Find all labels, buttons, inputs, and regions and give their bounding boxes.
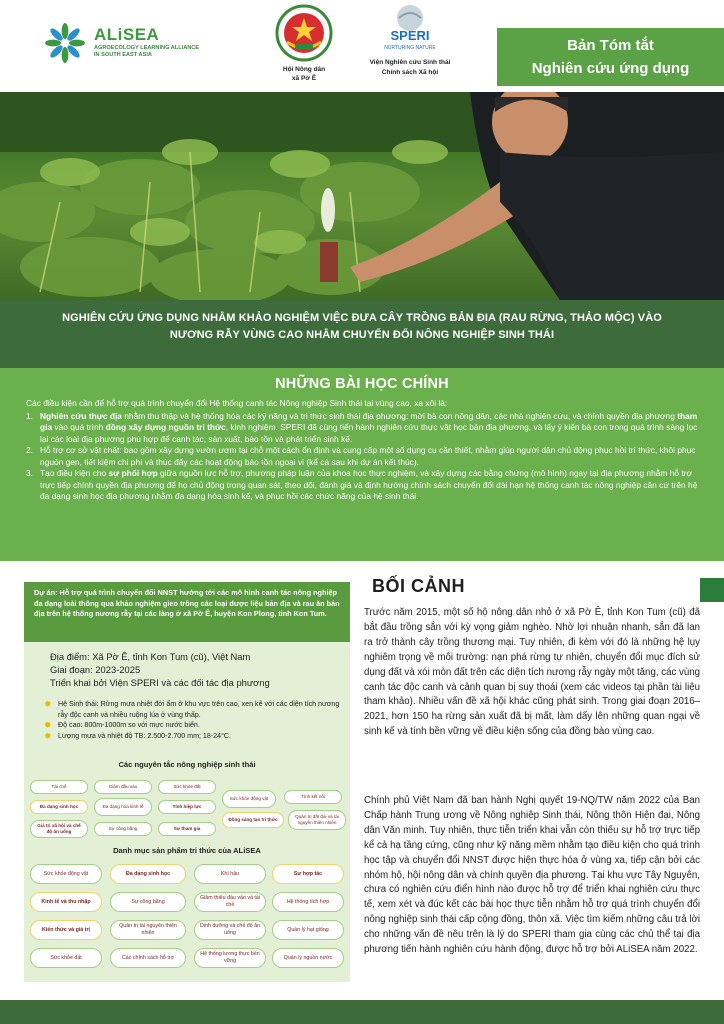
altitude-text: Độ cao: 800m-1000m so với mực nước biển. xyxy=(58,721,200,729)
project-info-panel xyxy=(24,582,350,982)
lesson-text: giữa nguồn lực hỗ trợ, phương pháp luận của khoa học thực nghiệm, và xây dựng các bằng chứng (mô hình) ngay tại địa phương nhằm hỗ trợ trực tiếp chính quyền địa phương để họ chủ động trong quan sát, theo dõi, đánh giá và định hướng chính sách chuyển đổi dài hạn hệ thống canh tác nông nghiệp căn cứ trên hệ đa dạng sinh học địa phương nhằm đa dạng hóa sinh kế, và phục hồi các chức năng của hệ sinh thái. xyxy=(40,468,698,501)
principle-chip: Sức khỏe động vật xyxy=(222,790,276,808)
product-chip: Đa dạng sinh học xyxy=(110,864,186,884)
field-plants-illustration xyxy=(0,92,724,300)
principle-chip: Quản trị đất đai và tài nguyên thiên nhiên xyxy=(288,810,346,830)
lesson-number: 1. xyxy=(26,410,33,421)
principle-chip: Tái chế xyxy=(30,780,88,794)
lesson-number: 2. xyxy=(26,445,33,455)
product-chip: Quản trị tài nguyên thiên nhiên xyxy=(110,920,186,940)
key-lessons-title: NHỮNG BÀI HỌC CHÍNH xyxy=(275,376,449,392)
principle-chip: Giá trị xã hội và chế độ ăn uống xyxy=(30,820,88,838)
principle-chip: Tính kết nối xyxy=(284,790,342,804)
speri-emblem-icon xyxy=(377,2,443,54)
principle-chip: Giảm đầu vào xyxy=(94,780,152,794)
product-chip: Sự hợp tác xyxy=(272,864,344,884)
sun-icon: ✹ xyxy=(44,699,52,709)
project-implementer: Triển khai bởi Viện SPERI và các đối tác địa phương xyxy=(50,677,270,688)
project-location: Địa điểm: Xã Pờ Ê, tỉnh Kon Tum (cũ), Việt Nam xyxy=(50,651,251,662)
project-period: Giai đoạn: 2023-2025 xyxy=(50,664,141,675)
principle-chip: Đồng sáng tạo tri thức xyxy=(222,812,284,828)
speri-logo[interactable] xyxy=(360,2,460,90)
lesson-bold: Nghiên cứu thực địa xyxy=(40,410,122,421)
rainfall-text: Lượng mưa và nhiệt độ TB: 2.500-2.700 mm; 18-24°C. xyxy=(58,731,232,740)
background-title: BỐI CẢNH xyxy=(372,576,465,596)
key-lessons-intro: Các điều kiện cần để hỗ trợ quá trình chuyển đổi Hệ thống canh tác Nông nghiệp Sinh thái tại vùng cao, xa xôi là: xyxy=(26,398,448,408)
rainfall-fact xyxy=(44,731,344,742)
lesson-item xyxy=(26,445,698,468)
product-chip: Hệ thống tích hợp xyxy=(272,892,344,912)
ecosystem-fact xyxy=(44,699,344,720)
product-chip: Dinh dưỡng và chế độ ăn uống xyxy=(194,920,266,940)
badge-line-2: Nghiên cứu ứng dụng xyxy=(531,60,690,77)
farmers-union-logo[interactable] xyxy=(266,2,342,90)
product-chip: Giảm thiểu đầu vào và tái chế xyxy=(194,892,266,912)
lesson-text: Tạo điều kiện cho xyxy=(40,468,109,478)
farmers-union-emblem-icon xyxy=(275,4,333,62)
background-paragraph-2: Chính phủ Việt Nam đã ban hành Nghị quyết 19-NQ/TW năm 2022 của Ban Chấp hành Trung ương về Nông nghiệp Sinh thái, Nông thôn Hiện đại, Nông dân Văn minh. Tuy nhiên, thực tiễn triển khai vẫn còn thiếu sự hỗ trợ trực tiếp kể cả hạ tầng cứng, cũng như kỹ năng mềm nhằm tạo điều kiện cho quá trình học tập và chuyển đổi NNST được hiện thực hóa ở vùng xa, tiếp cận bởi các nhóm hộ, hội nông dân và chính quyền địa phương. Tại khu vực Tây Nguyên, chưa có nghiên cứu điển hình nào được hỗ trợ để triển khai nghiên cứu thực tế, xem xét và đúc kết các bài học thực tiễn nhằm hỗ trợ quá trình chuyển đổi nông nghiệp sinh thái cấp cộng đồng, thôn xã. Việc tìm kiếm những câu trả lời cho những vấn đề nêu trên là lý do SPERI tham gia cùng các chủ thể tại địa phương tiến hành nghiên cứu hành động, được hỗ trợ bởi ALiSEA năm 2022. xyxy=(364,795,700,956)
principle-chip: Tính hiệp lực xyxy=(158,800,216,814)
lesson-item xyxy=(26,468,698,503)
principle-chip: Đa dạng sinh học xyxy=(30,800,88,814)
section-marker xyxy=(700,578,724,602)
principle-chip: Sự công bằng xyxy=(94,822,152,836)
background-paragraph-1: Trước năm 2015, một số hộ nông dân nhỏ ở xã Pờ Ê, tỉnh Kon Tum (cũ) đã bắt đầu trồng sắn với kỳ vọng giảm nghèo. Nhờ lợi nhuận nhanh, sắn đã lan ra trở thành cây trồng thương mại. Tuy nhiên, đi kèm với đó là những hệ lụy nghiêm trọng về môi trường: nạn phá rừng tự nhiên, chuyển đổi mục đích sử dụng đất và xói mòn đất trên các diện tích nương rẫy ngày một tăng, các vùng canh tác độc canh và cảnh quan bị suy thoái (xem các videos tại phần tài liệu tham khảo). Nhiều vấn đề xã hội khác cũng phát sinh. Trong giai đoạn 2016–2021, hơn 150 ha rừng sản xuất đã bị mất, làm dấy lên những quan ngại về sinh kế và tính bền vững về điều kiện sống của đồng bào vùng cao. xyxy=(364,607,700,738)
study-title-band xyxy=(0,300,724,368)
summary-badge xyxy=(497,28,724,86)
principle-chip: Sự tham gia xyxy=(158,822,216,836)
key-lessons-section xyxy=(0,368,724,561)
key-lessons-list xyxy=(26,411,698,503)
product-chip: Sự công bằng xyxy=(110,892,186,912)
ecosystem-text: Hệ Sinh thái: Rừng mưa nhiệt đới ẩm ở khu vực trên cao, xen kẽ với các diện tích nương rẫy độc canh và nhiều ruộng lúa ở vùng thấp. xyxy=(58,700,340,719)
lesson-number: 3. xyxy=(26,468,33,478)
footer-band xyxy=(0,1000,724,1024)
lesson-bold: đồng xây dựng nguồn tri thức xyxy=(105,422,226,432)
alisea-subtitle: AGROECOLOGY LEARNING ALLIANCE IN SOUTH EAST ASIA xyxy=(94,45,200,58)
speri-name-line2: Chính sách Xã hội xyxy=(381,69,439,76)
hero-photo xyxy=(0,92,724,300)
product-chip: Quản lý hạt giống xyxy=(272,920,344,940)
lesson-text: nhằm thu thập và hệ thống hóa các kỹ năng và tri thức sinh thái địa phương: mời bà con nông dân, các nhà nghiên cứu, và chính quyền địa phương xyxy=(121,410,678,421)
project-description: Dự án: Hỗ trợ quá trình chuyển đổi NNST hướng tới các mô hình canh tác nông nghiệp đa dạng loài thông qua khảo nghiệm gieo trồng các loại dược liệu bản địa và rau ăn bản địa trên hệ thống nương rẫy tại các làng ở xã Pờ Ê, huyện Kon Plong, tỉnh Kon Tum. xyxy=(24,582,350,642)
lesson-text: Hỗ trợ cơ sở vật chất: bao gồm xây dựng vườn ươm tại chỗ một cách ổn định và cung cấp một số dụng cụ cần thiết, nhằm giúp người dân chủ động phục hồi trí thức, khôi phục nguồn gen, tiết kiệm chi phí và thúc đẩy các hoạt động bảo tồn ngoại vi (kể cả sau khi dự án kết thúc). xyxy=(40,445,696,467)
lesson-bold: sự phối hợp xyxy=(108,468,158,478)
principle-chip: Đa dạng hóa kinh tế xyxy=(94,798,152,816)
product-chip: Khí hậu xyxy=(194,864,266,884)
study-title: NGHIÊN CỨU ỨNG DỤNG NHẰM KHẢO NGHIỆM VIỆC ĐƯA CÂY TRỒNG BẢN ĐỊA (RAU RỪNG, THẢO MỘC) VÀO NƯƠNG RẪY VÙNG CAO NHẰM CHUYỂN ĐỔI NÔNG NGHIỆP SINH THÁI xyxy=(62,312,662,341)
speri-logo-tagline: NURTURING NATURE xyxy=(384,45,436,51)
environment-facts xyxy=(44,699,344,741)
project-details xyxy=(50,650,270,689)
product-chip: Quản lý nguồn nước xyxy=(272,948,344,968)
product-chip: Kinh tế và thu nhập xyxy=(30,892,102,912)
lesson-text: , kinh nghiệm. SPERI đã cùng tiến hành nghiên cứu thực vật học bản địa phương, và lấy ý kiến bà con trong quá trình sàng lọc lại các loài địa phương phù hợp để canh tác, sản xuất, bảo tồn và phát triển sinh kế. xyxy=(40,422,698,444)
lesson-text: vào quá trình xyxy=(52,422,106,432)
product-chip: Hệ thống lương thực bền vững xyxy=(194,948,266,968)
altitude-fact xyxy=(44,720,344,731)
product-chip: Sức khỏe động vật xyxy=(30,864,102,884)
product-chip: Kiến thức và giá trị xyxy=(30,920,102,940)
lesson-bold: tham gia xyxy=(40,410,698,432)
alisea-flower-icon xyxy=(44,22,86,64)
alisea-name: ALiSEA xyxy=(94,25,160,44)
sun-icon: ✹ xyxy=(44,720,52,730)
speri-name-line1: Viện Nghiên cứu Sinh thái xyxy=(369,59,451,66)
products-title: Danh mục sản phẩm tri thức của ALiSEA xyxy=(113,846,261,855)
badge-line-1: Bản Tóm tắt xyxy=(567,37,654,54)
header xyxy=(0,0,724,92)
sun-icon: ✹ xyxy=(44,730,52,741)
speri-logo-text: SPERI xyxy=(390,28,430,43)
principles-title: Các nguyên tắc nông nghiệp sinh thái xyxy=(118,760,256,769)
principle-chip: Sức khỏe đất xyxy=(158,780,216,794)
lesson-item xyxy=(26,411,698,446)
product-chip: Các chính sách hỗ trợ xyxy=(110,948,186,968)
farmers-union-name-line1: Hội Nông dân xyxy=(282,66,326,73)
alisea-logo[interactable] xyxy=(44,22,200,66)
farmers-union-name-line2: xã Pờ Ê xyxy=(291,75,317,82)
product-chip: Sức khỏe đất xyxy=(30,948,102,968)
